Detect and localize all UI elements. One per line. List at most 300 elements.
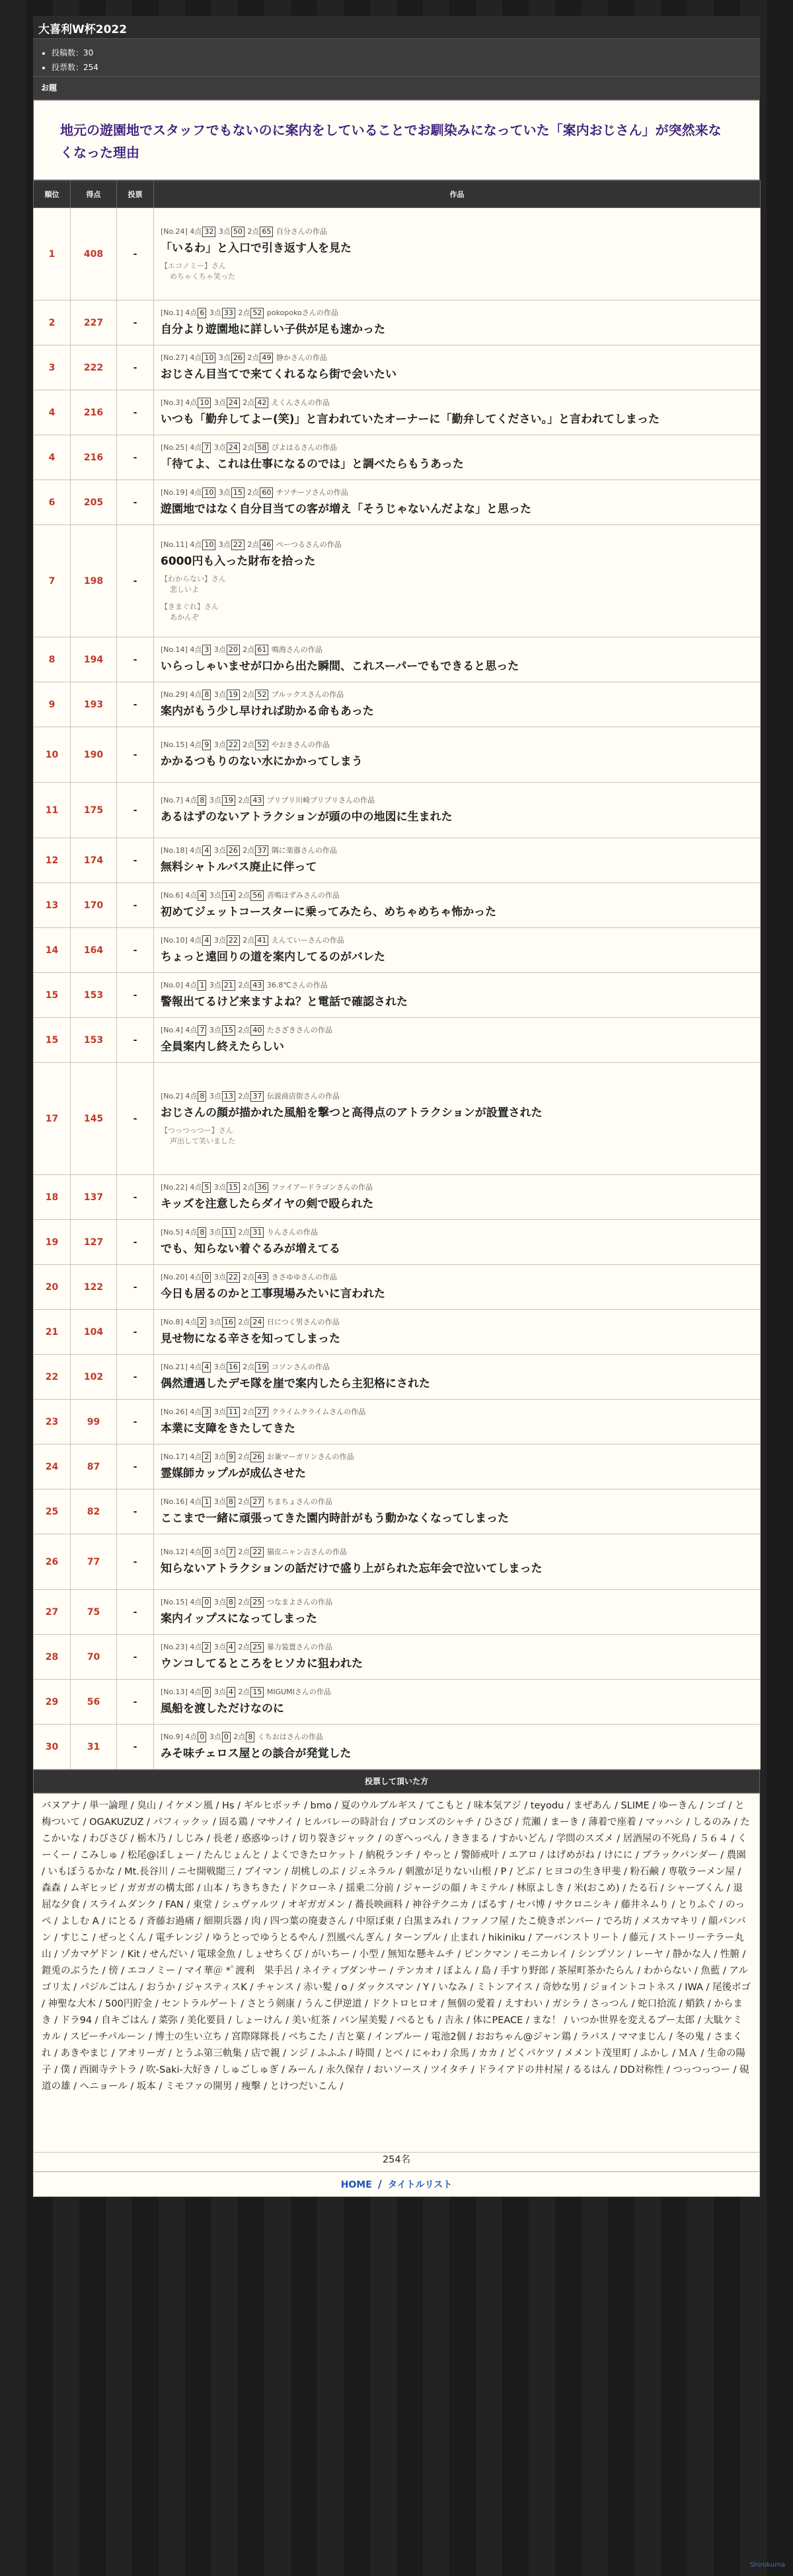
point-rank: 4 (190, 227, 195, 236)
entry-author: ちまちょさんの作品 (266, 1497, 332, 1506)
entry-author: プリプリ川崎プリプリさんの作品 (266, 796, 375, 805)
vote-count-badge: 46 (260, 540, 273, 550)
point-rank: 2 (238, 1497, 243, 1506)
votes-count: • 投票数：254 (52, 60, 755, 75)
point-rank: 2 (238, 1643, 243, 1651)
vote-count-badge: 41 (255, 935, 268, 946)
vote-count-badge: 3 (202, 1407, 211, 1417)
vote-count-badge: 4 (227, 1687, 235, 1698)
vote-count-badge: 61 (255, 645, 268, 655)
vote-count-badge: 58 (255, 443, 268, 453)
entry-author: クライムクライムさんの作品 (271, 1408, 366, 1416)
work-cell (154, 838, 761, 883)
vote-count-badge: 3 (202, 645, 211, 655)
work-cell (154, 480, 761, 525)
rank-cell: 25 (34, 1489, 71, 1534)
entry-meta: [No.29] 4点 8 3点 19 2点 52 ブルックスさんの作品 (161, 690, 344, 699)
point-rank: 3 (209, 308, 214, 317)
vote-cell: - (117, 1400, 154, 1445)
point-rank: 2 (243, 1363, 248, 1371)
entry-author: きさゆゆさんの作品 (271, 1273, 337, 1281)
points-cell: 205 (71, 480, 117, 525)
table-row (34, 1175, 761, 1220)
points-cell: 175 (71, 783, 117, 838)
col-rank: 順位 (34, 181, 71, 208)
points-cell: 104 (71, 1310, 117, 1355)
vote-cell: - (117, 1175, 154, 1220)
entry-title: あるはずのないアトラクションが頭の中の地図に生まれた (161, 810, 453, 824)
entry-number: No.7 (163, 796, 180, 805)
entry-author: pokopokoさんの作品 (266, 308, 338, 317)
work-cell (154, 301, 761, 345)
vote-count-badge: 26 (227, 845, 240, 856)
vote-count-badge: 19 (255, 1362, 268, 1373)
point-rank: 4 (190, 1598, 195, 1606)
point-rank: 3 (213, 1688, 219, 1696)
point-rank: 3 (209, 1318, 214, 1326)
point-rank: 3 (213, 936, 219, 945)
entry-author: コソンさんの作品 (271, 1363, 330, 1371)
vote-count-badge: 49 (260, 353, 273, 363)
vote-count-badge: 25 (250, 1642, 264, 1653)
point-rank: 2 (238, 796, 243, 805)
entry-meta: [No.4] 4点 7 3点 15 2点 40 たさざきさんの作品 (161, 1026, 332, 1034)
point-rank: 4 (185, 1318, 190, 1326)
points-cell: 227 (71, 301, 117, 345)
rank-cell: 18 (34, 1175, 71, 1220)
vote-count-badge: 22 (250, 1547, 264, 1557)
credit-text: Shirokuma (749, 2561, 785, 2569)
entry-number: No.22 (163, 1183, 185, 1192)
point-rank: 2 (243, 936, 248, 945)
voters-text: バヌアナ / 単一論理 / 臭山 / イケメン風 / Hs / ギルヒボッチ / bmo / 夏のウルブルギス / てこもと / 味本気アジ / teyodu / まぜあん / SLIME / ゆーきん / ンゴ / と梅ついて / OGAKUZUZ / パフィックッ / 固る鶏 / マサノイ / ヒルバレーの時計台 / ブロンズのシャチ / ひさび / 荒瀬 / まーき / 薄着で座着 / マッハシ / しるのみ / たこかいな / わびさび / 栃木乃 / しじみ / 長老 / 惑惑ゆっけ / 切り裂きジャック / のぎへっぺん / ききまる / すかいどん / 学問のスズメ / 居酒屋の不死鳥 / ５６４ / くーくー / こみしゅ / 松尾@ぼしょー / たんじょんと / よくできたロケット / 納税ランチ / やっと / 警師戒叶 / エアロ / はげめがね / けにに / ブラックバンダー / 農園 / いもぼうるかな / Mt.長谷川 / ニセ開戦閲三 / ブイマン / 胡桃しのぶ / ジェネラル / 刺激が足りない山根 / P / どぶ / ヒヨコの生き甲斐 / 粉石鹸 / 専敬ラーメン屋 / 森森 / ムギヒッピ / ガガガの構太郎 / 山本 / ちきちきた / ドクローネ / 揺乗二分前 / ジャージの顔 / キミテル / 林原よしき / 米(おこめ) / たる石 / シャーブくん / 退屈な夕食 / スライムダンク / FAN / 東堂 / シュヴァルツ / オギガガメン / 蕎長映画料 / 神谷テクニカ / ばるす / セバ博 / サクロニシキ / 藤井ネムり / とりふぐ / のっぺ / よしむ A / にとる / 斉藤お過痛 / 細期兵器 / 肉 / 四つ葉の廃妻さん / 中原ぼ東 / 白黒まみれ / ファノフ屋 / たこ焼きボンバー / でろ坊 / メスカマキリ / 顔パンバン / すじこ / ぜっとくん / 電チレンジ / ゆうとっでゆうとるやん / 烈風ぺんぎん / ターンプル / 止まれ / hikiniku / アーバンストリート / 藤元 / ストーリーテラー丸山 / ゾカマゲドン / Kit / せんだい / 電球金魚 / しょせちくび / がいちー / 小型 / 無知な懸キムチ / ピンクマン / モニカレイ / シンプソン / レーヤ / 静かな人 / 性腑 / 鎧兎のぶうた / 傍 / エコノミー / マイ華＠ *ﾟ渡利 果手呂 / ネイティブダンサー / テンカオ / ぼよん / 島 / 手すり野郎 / 茶屋町茶かたらん / わからない / 魚藍 / アルゴリ太 / パジルごはん / おうか / ジャスティスK / チャンス / 赤い髪 / o / ダックスマン / Y / いなみ / ミトンアイス / 奇妙な男 / ジョイントコトネス / IWA / 尾後ボゴ / 神聖な大木 / 500円貯金 / セントラルゲート / さとう剣康 / うんこ伊逆道 / ドクトロヒロオ / 無個の愛着 / えすわい / ガシラ / さっつん / 蛇口拾流 / 蛸鉄 / からまき / ドラ94 / 自キごはん / 菜弥 / 美化要員 / しょーけん / 美い紅茶 / パン屋美髪 / ぺるとも / 吉永 / 体にPEACE / まな！ / いつか世界を変えるプー太郎 / 大駄ケミカル / スピーチパルーン / 博士の生い立ち / 宮際隊隊長 / ぺちこた / 吉と菓 / インブルー / 電池2個 / おおちゃん@ジャン鶏 / ラバス / ママまじん / 冬の鬼 / さまくれ / あきやまじ / アオリーガ / とうふ第三軌集 / 店で親 / ンジ / ふふふ / 時間 / とべ / にゃわ / 余馬 / カカ / どくパケツ / メメント茂里町 / ふかし / ＭＡ / 生命の陽子 / 僕 / 西園寺テトラ / 吹-Saki-大好き / しゅごしゅぎ / みーん / 永久保存 / おいソース / ツイタチ / ドライアドの井村屋 / るるはん / DD対称性 / つっつっつー / 硯道の雄 / ヘニョール / 坂本 / ミモファの開男 / 痩擊 / とけつだいこん / (42, 1801, 751, 2092)
entry-number: No.12 (163, 1548, 185, 1556)
entry-author: ブルックスさんの作品 (271, 690, 344, 699)
work-cell (154, 1265, 761, 1310)
entry-title: いつも「勤弁してよー(笑)」と言われていたオーナーに「勤弁してください。」と言われてしまった (161, 413, 660, 426)
vote-count-badge: 2 (202, 1452, 211, 1462)
rank-cell: 4 (34, 390, 71, 435)
point-rank: 2 (238, 1688, 243, 1696)
rank-cell: 10 (34, 727, 71, 783)
vote-cell: - (117, 390, 154, 435)
vote-count-badge: 0 (202, 1597, 211, 1608)
point-rank: 2 (238, 1548, 243, 1556)
point-rank: 2 (243, 846, 248, 855)
comment-author: 【きまぐれ】さん (161, 602, 219, 611)
entry-author: ファイアードラゴンさんの作品 (271, 1183, 373, 1192)
vote-count-badge: 65 (260, 227, 273, 237)
entry-author: たさざきさんの作品 (266, 1026, 332, 1034)
rank-cell: 19 (34, 1220, 71, 1265)
vote-count-badge: 9 (227, 1452, 235, 1462)
point-rank: 4 (190, 1273, 195, 1281)
vote-count-badge: 50 (231, 227, 245, 237)
entry-meta: [No.7] 4点 8 3点 19 2点 43 プリプリ川崎プリプリさんの作品 (161, 796, 375, 805)
vote-cell: - (117, 1635, 154, 1680)
entry-number: No.23 (163, 1643, 185, 1651)
entry-meta: [No.15] 4点 9 3点 22 2点 52 やおきさんの作品 (161, 740, 330, 749)
vote-cell: - (117, 345, 154, 390)
vote-cell: - (117, 435, 154, 480)
vote-cell: - (117, 1534, 154, 1590)
entry-author: くちおはさんの作品 (257, 1733, 323, 1741)
vote-cell: - (117, 1445, 154, 1489)
entry-title: キッズを注意したらダイヤの剣で殴られた (161, 1198, 374, 1211)
table-header (34, 181, 761, 208)
point-rank: 3 (213, 740, 219, 749)
work-cell (154, 682, 761, 727)
entry-number: No.8 (163, 1318, 180, 1326)
vote-count-badge: 16 (222, 1317, 235, 1328)
work-cell (154, 783, 761, 838)
rank-cell: 13 (34, 883, 71, 928)
table-row (34, 1355, 761, 1400)
vote-count-badge: 7 (227, 1547, 235, 1557)
vote-cell: - (117, 883, 154, 928)
entry-title: 「いるわ」と入口で引き返す人を見た (161, 242, 352, 255)
entry-number: No.9 (163, 1733, 180, 1741)
entry-meta: [No.3] 4点 10 3点 24 2点 42 えくんさんの作品 (161, 398, 330, 407)
point-rank: 4 (185, 1733, 190, 1741)
vote-count-badge: 15 (227, 1182, 240, 1193)
entry-meta: [No.15] 4点 0 3点 8 2点 25 つなまよさんの作品 (161, 1598, 332, 1606)
points-cell: 190 (71, 727, 117, 783)
vote-count-badge: 8 (198, 1227, 206, 1238)
entry-title: いらっしゃいませが口から出た瞬間、これスーパーでもできると思った (161, 660, 519, 673)
point-rank: 2 (238, 1452, 243, 1461)
vote-count-badge: 2 (198, 1317, 206, 1328)
points-cell: 170 (71, 883, 117, 928)
table-row (34, 435, 761, 480)
vote-count-badge: 27 (255, 1407, 268, 1417)
entry-meta: [No.20] 4点 0 3点 22 2点 43 きさゆゆさんの作品 (161, 1273, 337, 1281)
point-rank: 4 (185, 796, 190, 805)
entry-author: 静かさんの作品 (276, 353, 327, 362)
point-rank: 4 (185, 1026, 190, 1034)
work-cell (154, 1310, 761, 1355)
point-rank: 2 (238, 1026, 243, 1034)
vote-cell: - (117, 682, 154, 727)
entry-number: No.11 (163, 540, 185, 549)
vote-count-badge: 26 (250, 1452, 264, 1462)
vote-count-badge: 11 (227, 1407, 240, 1417)
page-container (33, 16, 760, 2197)
table-row (34, 727, 761, 783)
entry-title: 偶然遭遇したデモ隊を崖で案内したら主犯格にされた (161, 1377, 430, 1390)
vote-count-badge: 2 (202, 1642, 211, 1653)
rank-cell: 12 (34, 838, 71, 883)
vote-count-badge: 7 (202, 443, 211, 453)
entry-meta: [No.18] 4点 4 3点 26 2点 37 隅に楽器さんの作品 (161, 846, 337, 855)
entry-title: 今日も居るのかと工事現場みたいに言われた (161, 1287, 385, 1301)
table-row (34, 1590, 761, 1635)
table-row (34, 390, 761, 435)
points-cell: 82 (71, 1489, 117, 1534)
vote-count-badge: 33 (222, 308, 235, 318)
entry-number: No.26 (163, 1408, 185, 1416)
vote-cell: - (117, 1355, 154, 1400)
points-cell: 216 (71, 435, 117, 480)
point-rank: 2 (238, 308, 243, 317)
rank-cell: 7 (34, 525, 71, 637)
voters-list (33, 1793, 760, 2153)
entry-title: 霊媒師カップルが成仏させた (161, 1467, 307, 1480)
point-rank: 4 (185, 398, 190, 407)
title-list-link[interactable]: タイトルリスト (387, 2180, 453, 2190)
vote-count-badge: 56 (250, 890, 264, 901)
point-rank: 3 (213, 690, 219, 699)
vote-count-badge: 4 (202, 1362, 211, 1373)
vote-count-badge: 13 (222, 1091, 235, 1102)
points-cell: 216 (71, 390, 117, 435)
vote-cell: - (117, 928, 154, 973)
entry-number: No.21 (163, 1363, 185, 1371)
work-cell (154, 637, 761, 682)
points-cell: 164 (71, 928, 117, 973)
point-rank: 4 (190, 1363, 195, 1371)
points-cell: 174 (71, 838, 117, 883)
footer-separator: / (377, 2178, 382, 2190)
entry-meta: [No.2] 4点 8 3点 13 2点 37 伝説商店街さんの作品 (161, 1092, 340, 1100)
vote-count-badge: 15 (231, 487, 245, 498)
comment-text: めちゃくちゃ笑った (170, 272, 235, 281)
table-row (34, 928, 761, 973)
point-rank: 3 (213, 1497, 219, 1506)
point-rank: 4 (190, 1688, 195, 1696)
point-rank: 3 (213, 1363, 219, 1371)
entry-meta: [No.24] 4点 32 3点 50 2点 65 自分さんの作品 (161, 227, 327, 236)
entry-author: えんていーさんの作品 (271, 936, 344, 945)
points-cell: 56 (71, 1680, 117, 1725)
entry-title: ここまで一緒に頑張ってきた園内時計がもう動かなくなってしまった (161, 1512, 509, 1525)
vote-cell: - (117, 838, 154, 883)
entry-author: りんさんの作品 (266, 1228, 318, 1236)
entry-title: みそ味チェロス屋との談合が発覚した (161, 1747, 352, 1760)
entry-meta: [No.16] 4点 1 3点 8 2点 27 ちまちょさんの作品 (161, 1497, 332, 1506)
point-rank: 4 (190, 1548, 195, 1556)
entry-number: No.15 (163, 740, 185, 749)
entry-author: 日につく男さんの作品 (266, 1318, 340, 1326)
vote-count-badge: 40 (250, 1025, 264, 1036)
points-cell: 153 (71, 1018, 117, 1063)
entry-number: No.17 (163, 1452, 185, 1461)
points-cell: 193 (71, 682, 117, 727)
point-rank: 4 (185, 1092, 190, 1100)
point-rank: 2 (243, 398, 248, 407)
vote-cell: - (117, 1489, 154, 1534)
entry-title: 見せ物になる辛さを知ってしまった (161, 1332, 340, 1345)
rank-cell: 28 (34, 1635, 71, 1680)
point-rank: 4 (190, 936, 195, 945)
rank-cell: 11 (34, 783, 71, 838)
entry-number: No.3 (163, 398, 180, 407)
entry-meta: [No.19] 4点 10 3点 15 2点 60 チソチーソさんの作品 (161, 488, 348, 497)
entry-meta: [No.5] 4点 8 3点 11 2点 31 りんさんの作品 (161, 1228, 318, 1236)
entry-author: ぴよはるさんの作品 (271, 443, 337, 452)
results-table (33, 180, 761, 1770)
entry-title: 自分より遊園地に詳しい子供が足も速かった (161, 323, 385, 336)
rank-cell: 20 (34, 1265, 71, 1310)
entry-title: 遊園地ではなく自分目当ての客が増え「そうじゃないんだよな」と思った (161, 503, 531, 516)
vote-count-badge: 60 (260, 487, 273, 498)
entry-meta: [No.9] 4点 0 3点 0 2点 8 くちおはさんの作品 (161, 1733, 323, 1741)
vote-cell: - (117, 301, 154, 345)
rank-cell: 17 (34, 1063, 71, 1175)
entry-meta: [No.22] 4点 5 3点 15 2点 36 ファイアードラゴンさんの作品 (161, 1183, 373, 1192)
point-rank: 2 (238, 891, 243, 900)
rank-cell: 9 (34, 682, 71, 727)
rank-cell: 14 (34, 928, 71, 973)
rank-cell: 29 (34, 1680, 71, 1725)
rank-cell: 27 (34, 1590, 71, 1635)
work-cell (154, 883, 761, 928)
point-rank: 2 (243, 1183, 248, 1192)
point-rank: 4 (190, 540, 195, 549)
vote-count-badge: 0 (202, 1272, 211, 1283)
vote-count-badge: 1 (202, 1497, 211, 1507)
entry-number: No.29 (163, 690, 185, 699)
point-rank: 2 (238, 1092, 243, 1100)
vote-count-badge: 43 (250, 795, 264, 806)
vote-count-badge: 10 (202, 487, 215, 498)
vote-count-badge: 8 (227, 1597, 235, 1608)
entry-number: No.24 (163, 227, 185, 236)
vote-cell: - (117, 480, 154, 525)
entry-author: 自分さんの作品 (276, 227, 327, 236)
entry-author: 音鳴ほずみさんの作品 (266, 891, 340, 900)
entry-meta: [No.23] 4点 2 3点 4 2点 25 暴力装置さんの作品 (161, 1643, 332, 1651)
vote-count-badge: 43 (255, 1272, 268, 1283)
entry-title: 警報出てるけど来ますよね？と電話で確認された (161, 995, 408, 1009)
entry-number: No.16 (163, 1497, 185, 1506)
points-cell: 222 (71, 345, 117, 390)
table-row (34, 783, 761, 838)
point-rank: 2 (243, 1408, 248, 1416)
entry-number: No.15 (163, 1598, 185, 1606)
vote-count-badge: 8 (202, 690, 211, 700)
entry-number: No.19 (163, 488, 185, 497)
points-cell: 127 (71, 1220, 117, 1265)
vote-count-badge: 24 (227, 443, 240, 453)
table-row (34, 345, 761, 390)
entry-title: おじさん目当てで来てくれるなら街で会いたい (161, 368, 397, 381)
entry-title: おじさんの顔が描かれた風船を撃つと高得点のアトラクションが設置された (161, 1106, 543, 1120)
theme-text: 地元の遊園地でスタッフでもないのに案内をしていることでお馴染みになっていた「案内おじさん」が突然来なくなった理由 (60, 122, 722, 161)
vote-count-badge: 22 (227, 935, 240, 946)
rank-cell: 2 (34, 301, 71, 345)
point-rank: 3 (213, 645, 219, 654)
point-rank: 4 (185, 1228, 190, 1236)
vote-count-badge: 8 (246, 1732, 254, 1742)
table-row (34, 637, 761, 682)
work-cell (154, 1635, 761, 1680)
vote-count-badge: 24 (227, 398, 240, 408)
vote-count-badge: 19 (222, 795, 235, 806)
entry-meta: [No.14] 4点 3 3点 20 2点 61 鳴海さんの作品 (161, 645, 322, 654)
vote-count-badge: 0 (202, 1547, 211, 1557)
entry-meta: [No.27] 4点 10 3点 26 2点 49 静かさんの作品 (161, 353, 327, 362)
points-cell: 77 (71, 1534, 117, 1590)
footer-nav (33, 2172, 760, 2197)
rank-cell: 26 (34, 1534, 71, 1590)
work-cell (154, 1445, 761, 1489)
vote-cell: - (117, 783, 154, 838)
vote-count-badge: 5 (202, 1182, 211, 1193)
work-cell (154, 1400, 761, 1445)
table-row (34, 1063, 761, 1175)
vote-count-badge: 8 (198, 1091, 206, 1102)
entry-title: 風船を渡しただけなのに (161, 1702, 284, 1715)
points-cell: 137 (71, 1175, 117, 1220)
work-cell (154, 1725, 761, 1770)
table-row (34, 682, 761, 727)
table-row (34, 1310, 761, 1355)
voters-heading: 投票して頂いた方 (33, 1770, 760, 1793)
point-rank: 3 (209, 981, 214, 989)
entry-title: ウンコしてるところをヒソカに狙われた (161, 1657, 363, 1670)
comment-text: あかんぞ (170, 613, 199, 622)
entry-title: 無料シャトルバス廃止に伴って (161, 861, 317, 874)
vote-count-badge: 10 (202, 540, 215, 550)
col-points: 得点 (71, 181, 117, 208)
point-rank: 3 (213, 443, 219, 452)
vote-count-badge: 4 (202, 935, 211, 946)
col-work: 作品 (154, 181, 761, 208)
point-rank: 3 (213, 1643, 219, 1651)
vote-count-badge: 10 (202, 353, 215, 363)
rank-cell: 3 (34, 345, 71, 390)
point-rank: 2 (247, 227, 252, 236)
vote-count-badge: 20 (227, 645, 240, 655)
point-rank: 4 (190, 353, 195, 362)
vote-count-badge: 25 (250, 1597, 264, 1608)
comment-author: 【つっつっつー】さん (161, 1126, 233, 1135)
vote-cell: - (117, 1725, 154, 1770)
vote-count-badge: 6 (198, 308, 206, 318)
table-row (34, 1489, 761, 1534)
vote-count-badge: 43 (250, 980, 264, 991)
entry-number: No.6 (163, 891, 180, 900)
entry-number: No.25 (163, 443, 185, 452)
point-rank: 3 (213, 1598, 219, 1606)
work-cell (154, 525, 761, 637)
point-rank: 3 (213, 1548, 219, 1556)
table-row (34, 883, 761, 928)
points-cell: 99 (71, 1400, 117, 1445)
table-row (34, 1534, 761, 1590)
point-rank: 3 (213, 398, 219, 407)
point-rank: 3 (213, 1408, 219, 1416)
theme-label: お題 (33, 76, 760, 100)
vote-count-badge: 21 (222, 980, 235, 991)
table-row (34, 1635, 761, 1680)
rank-cell: 22 (34, 1355, 71, 1400)
table-row (34, 1265, 761, 1310)
point-rank: 3 (209, 1092, 214, 1100)
vote-cell: - (117, 1220, 154, 1265)
home-link[interactable]: HOME (340, 2180, 372, 2190)
vote-cell: - (117, 1018, 154, 1063)
point-rank: 4 (190, 443, 195, 452)
point-rank: 3 (218, 353, 223, 362)
points-cell: 122 (71, 1265, 117, 1310)
point-rank: 4 (190, 488, 195, 497)
rank-cell: 21 (34, 1310, 71, 1355)
point-rank: 4 (185, 891, 190, 900)
work-cell (154, 928, 761, 973)
entry-meta: [No.6] 4点 4 3点 14 2点 56 音鳴ほずみさんの作品 (161, 891, 340, 900)
